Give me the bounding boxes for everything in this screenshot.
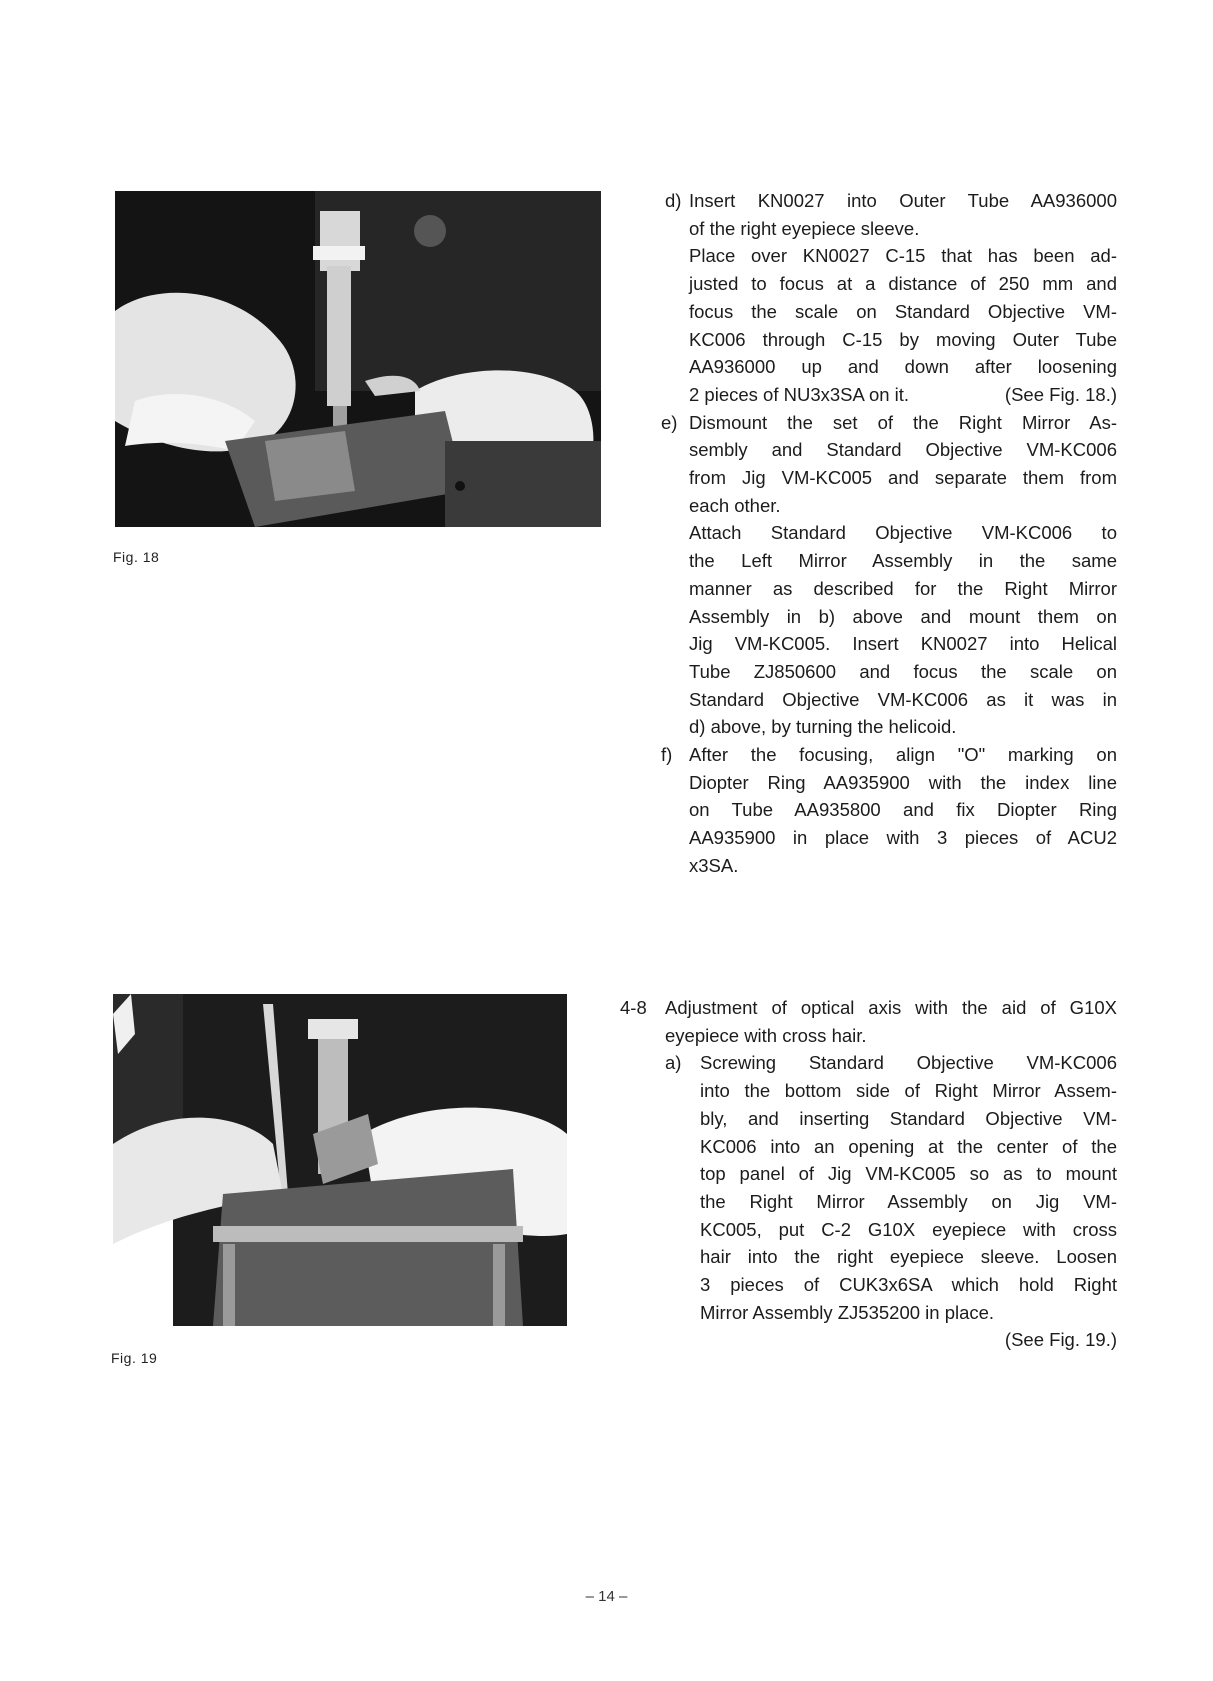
step-d-marker: d) [665,190,682,211]
step-f [655,741,1117,880]
step-d-see-fig: (See Fig. 18.) [1004,383,1117,405]
step-e-line: from Jig VM-KC005 and separate them from [689,467,1117,489]
section-4-8 [620,994,1117,1354]
step-e [655,409,1117,741]
step-a-line: top panel of Jig VM-KC005 so as to mount [700,1163,1117,1185]
figure-18-photo [115,191,601,527]
section-4-8-heading [620,994,1117,1049]
step-a-line: Screwing Standard Objective VM-KC006 [700,1052,1117,1074]
step-f-marker: f) [661,744,673,766]
section-number: 4-8 [620,997,647,1018]
step-f-line: x3SA. [689,854,739,876]
step-a-line: hair into the right eyepiece sleeve. Loosen [700,1246,1117,1268]
step-e-line: Attach Standard Objective VM-KC006 to [689,522,1117,544]
figure-18-caption: Fig. 18 [113,549,160,565]
step-d-line: of the right eyepiece sleeve. [689,217,920,239]
step-d-line: Place over KN0027 C-15 that has been ad- [689,245,1117,267]
page-number: – 14 – [585,1588,628,1605]
step-e-line: the Left Mirror Assembly in the same [689,550,1117,572]
step-a [620,1049,1117,1354]
step-a-line: KC005, put C-2 G10X eyepiece with cross [700,1218,1117,1240]
step-e-marker: e) [661,411,678,433]
step-f-line: After the focusing, align "O" marking on [689,744,1117,766]
step-e-line: d) above, by turning the helicoid. [689,716,957,738]
step-d-line: justed to focus at a distance of 250 mm and [689,273,1117,295]
step-e-line: Jig VM-KC005. Insert KN0027 into Helical [689,633,1117,655]
step-d-line: AA936000 up and down after loosening [689,356,1117,378]
step-a-line: bly, and inserting Standard Objective VM- [700,1107,1117,1129]
step-a-line: Mirror Assembly ZJ535200 in place. [700,1301,995,1323]
step-a-line: into the bottom side of Right Mirror Assem- [700,1080,1117,1102]
step-f-line: Diopter Ring AA935900 with the index line [689,771,1117,793]
step-a-line: the Right Mirror Assembly on Jig VM- [700,1190,1117,1212]
figure-19-photo [113,994,567,1326]
steps-def [655,187,1117,880]
step-f-line: AA935900 in place with 3 pieces of ACU2 [689,827,1117,849]
step-d-line-last [689,381,1117,409]
heading-line: eyepiece with cross hair. [665,1024,867,1046]
heading-line: Adjustment of optical axis with the aid of G10X [665,997,1117,1018]
step-d [655,187,1117,409]
step-d-text: 2 pieces of NU3x3SA on it. [689,383,910,405]
step-e-line: manner as described for the Right Mirror [689,577,1117,599]
step-d-line: KC006 through C-15 by moving Outer Tube [689,328,1117,350]
step-a-line: KC006 into an opening at the center of the [700,1135,1117,1157]
step-a-line: 3 pieces of CUK3x6SA which hold Right [700,1274,1117,1296]
step-e-line: Dismount the set of the Right Mirror As- [689,411,1117,433]
step-a-see-fig: (See Fig. 19.) [1004,1329,1117,1351]
step-d-line: Insert KN0027 into Outer Tube AA936000 [689,190,1117,211]
step-e-line: sembly and Standard Objective VM-KC006 [689,439,1117,461]
step-e-line: Standard Objective VM-KC006 as it was in [689,688,1117,710]
step-e-line: Assembly in b) above and mount them on [689,605,1117,627]
step-d-line: focus the scale on Standard Objective VM- [689,300,1117,322]
step-e-line: each other. [689,494,781,516]
step-a-marker: a) [665,1052,682,1074]
figure-19-caption: Fig. 19 [111,1350,158,1366]
step-f-line: on Tube AA935800 and fix Diopter Ring [689,799,1117,821]
step-e-line: Tube ZJ850600 and focus the scale on [689,660,1117,682]
